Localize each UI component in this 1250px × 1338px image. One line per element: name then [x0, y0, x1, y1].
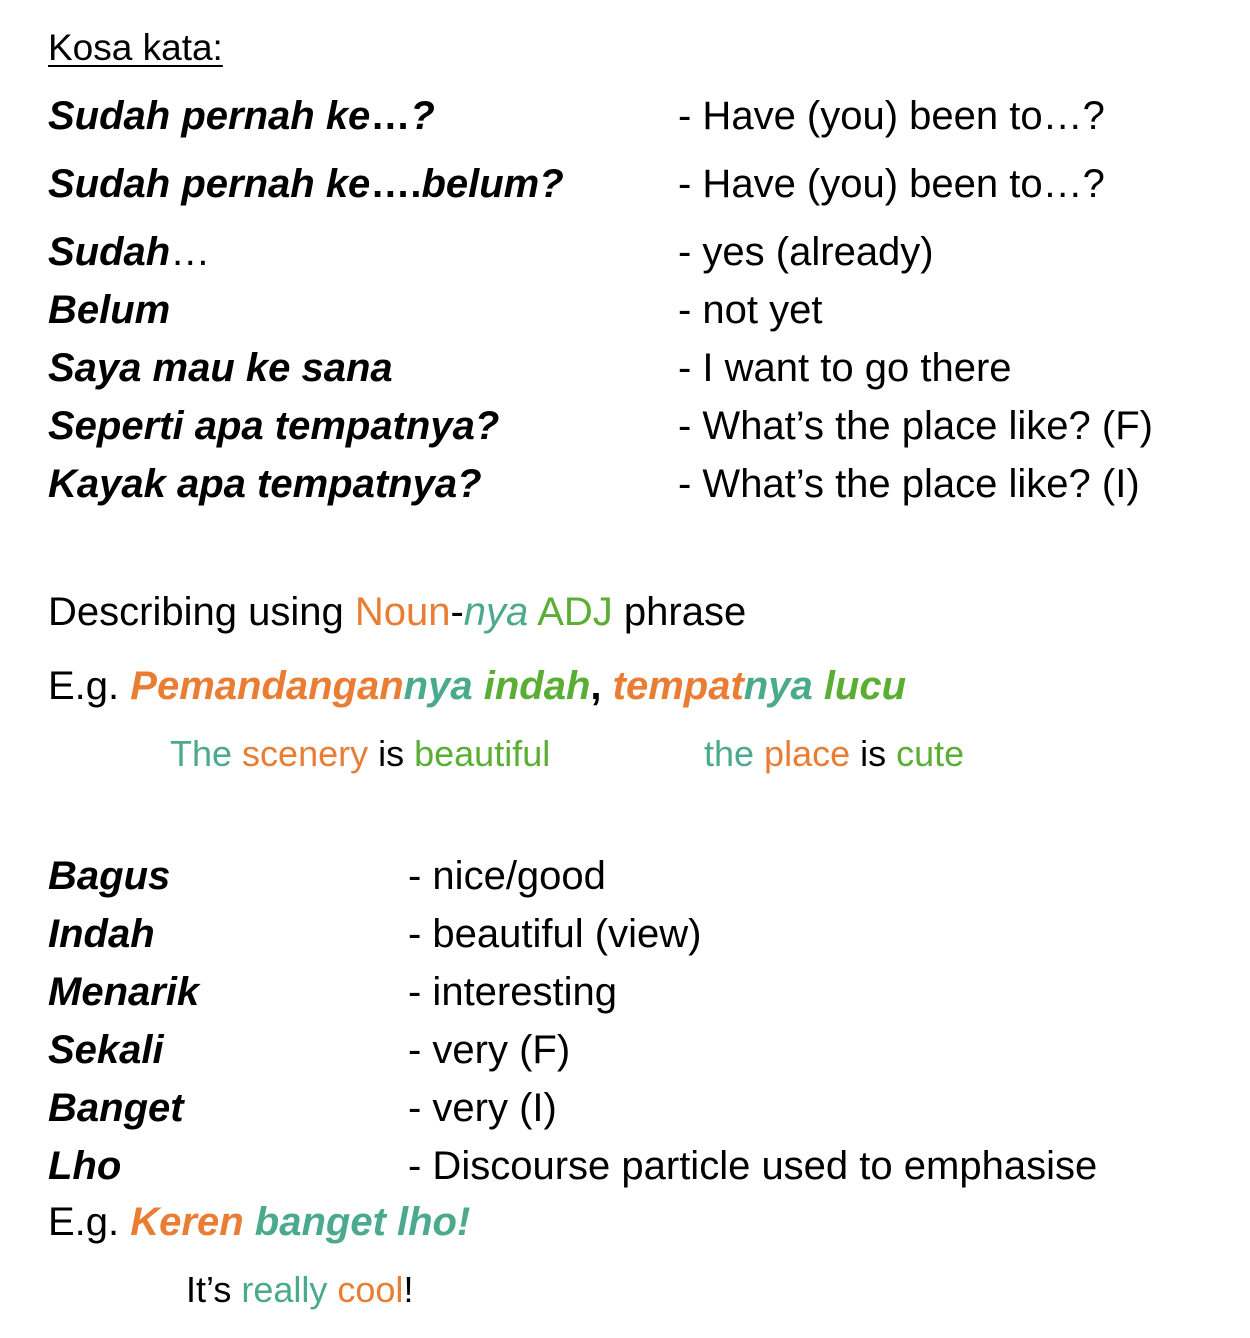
term-ellipsis: …: [370, 94, 411, 138]
vocab-term: Saya mau ke sana: [48, 346, 393, 390]
vocab-definition: - yes (already): [678, 230, 934, 274]
example-nya: nya: [743, 664, 813, 708]
pattern-nya: nya: [463, 590, 529, 634]
vocab-term: Bagus: [48, 854, 171, 898]
example-label: E.g.: [48, 664, 131, 708]
term-text: Sudah pernah ke: [48, 162, 371, 206]
section-heading: Kosa kata:: [48, 27, 223, 68]
term-text: Sudah pernah ke: [48, 94, 371, 138]
translation-article: the: [704, 733, 755, 774]
example-adj: lucu: [812, 664, 907, 708]
term-text: belum?: [421, 162, 564, 206]
example-phrase: banget lho!: [243, 1200, 471, 1244]
translation-adj: cool: [327, 1269, 404, 1310]
vocab-definition: - What’s the place like? (I): [678, 462, 1140, 506]
translation-adj: cute: [886, 733, 965, 774]
example-translation: [704, 732, 964, 776]
vocab-term: Menarik: [48, 970, 200, 1014]
translation-article: The: [170, 733, 233, 774]
vocab-definition: - very (I): [408, 1086, 557, 1130]
vocab-term: Lho: [48, 1144, 122, 1188]
example-adj: indah: [472, 664, 591, 708]
translation-subject: It’s: [186, 1269, 232, 1310]
term-text: Sudah: [48, 230, 171, 274]
translation-verb: is: [368, 733, 405, 774]
vocab-definition: - I want to go there: [678, 346, 1012, 390]
example-noun: tempat: [612, 664, 744, 708]
translation-noun: place: [754, 733, 851, 774]
vocab-definition: - interesting: [408, 970, 617, 1014]
example-noun: Pemandangan: [130, 664, 404, 708]
vocab-definition: - Discourse particle used to emphasise: [408, 1144, 1098, 1188]
vocab-definition: - nice/good: [408, 854, 606, 898]
pattern-suffix: phrase: [612, 590, 747, 634]
translation-adj: beautiful: [404, 733, 551, 774]
example-sentence: [48, 1198, 470, 1246]
translation-verb: is: [850, 733, 887, 774]
example-translation: [170, 732, 550, 776]
term-text: ?: [410, 94, 435, 138]
vocab-term: Belum: [48, 288, 171, 332]
vocab-term: [48, 92, 435, 140]
example-comma: ,: [590, 664, 613, 708]
pattern-prefix: Describing using: [48, 590, 355, 634]
example-nya: nya: [403, 664, 473, 708]
vocab-term: Indah: [48, 912, 155, 956]
pattern-adj: ADJ: [537, 590, 613, 634]
example-translation: [186, 1268, 413, 1312]
translation-noun: scenery: [232, 733, 369, 774]
vocab-term: [48, 228, 210, 276]
term-ellipsis: ….: [370, 162, 422, 206]
term-ellipsis: …: [170, 230, 211, 274]
translation-punct: !: [403, 1269, 414, 1310]
pattern-hyphen: -: [450, 590, 464, 634]
vocab-definition: - Have (you) been to…?: [678, 94, 1105, 138]
translation-adverb: really: [231, 1269, 328, 1310]
vocab-term: Kayak apa tempatnya?: [48, 462, 482, 506]
vocab-definition: - not yet: [678, 288, 823, 332]
vocab-term: [48, 160, 564, 208]
describing-pattern: [48, 588, 746, 636]
vocab-definition: - What’s the place like? (F): [678, 404, 1153, 448]
example-word: Keren: [130, 1200, 244, 1244]
vocab-term: Banget: [48, 1086, 184, 1130]
vocab-term: Sekali: [48, 1028, 164, 1072]
vocab-term: Seperti apa tempatnya?: [48, 404, 500, 448]
vocab-definition: - beautiful (view): [408, 912, 702, 956]
pattern-noun: Noun: [354, 590, 451, 634]
example-label: E.g.: [48, 1200, 131, 1244]
vocab-definition: - Have (you) been to…?: [678, 162, 1105, 206]
vocab-definition: - very (F): [408, 1028, 571, 1072]
example-sentence: [48, 662, 906, 710]
